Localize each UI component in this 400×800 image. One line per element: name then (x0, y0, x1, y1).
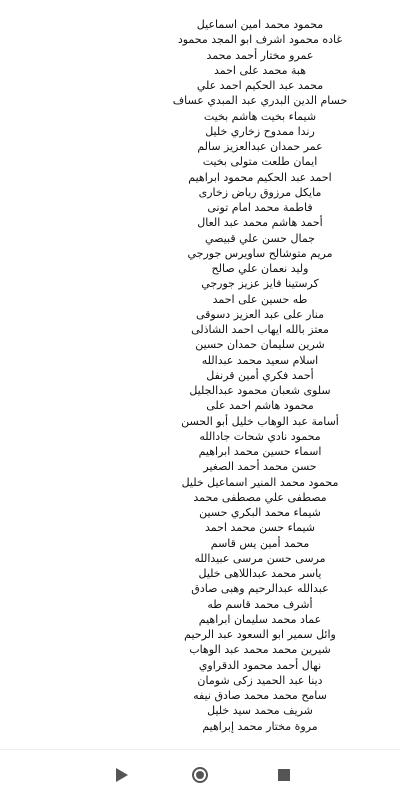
play-triangle-icon (116, 768, 128, 782)
list-item: أسامة عبد الوهاب خليل أبو الحسن (181, 414, 339, 428)
list-item: أحمد هاشم محمد عبد العال (197, 216, 323, 230)
list-item: حسن محمد أحمد الصغير (203, 460, 317, 474)
list-item: احمد عبد الحكيم محمود ابراهيم (188, 170, 332, 184)
list-item: محمد عبد الحكيم احمد علي (196, 79, 324, 92)
list-item: سلوى شعبان محمود عبدالجليل (189, 384, 331, 397)
list-item: ياسر محمد عبداللاهى خليل (198, 567, 322, 580)
list-item: عمرو مختار أحمد محمد (206, 48, 314, 62)
list-item: وليد نعمان علي صالح (211, 262, 309, 275)
list-item: عبدالله عبدالرحيم وهبى صادق (191, 582, 329, 596)
list-item: حسام الدين البدري عبد المبدي عساف (172, 94, 348, 108)
list-item: وائل سمير ابو السعود عبد الرحيم (184, 628, 336, 641)
list-item: سامح محمد محمد صادق نيفه (193, 689, 327, 702)
list-item: جمال حسن علي قبيصي (205, 231, 315, 245)
list-item: محمود محمد امين اسماعيل (196, 18, 324, 31)
square-stop-icon (278, 769, 290, 781)
list-item: طه حسين على احمد (212, 292, 308, 306)
list-item: مايكل مرزوق رياض زخارى (198, 185, 322, 199)
list-item: شرين سليمان حمدان حسين (195, 338, 325, 352)
list-item: ايمان طلعت متولى بخيت (202, 155, 318, 169)
home-button[interactable] (186, 761, 214, 789)
back-button[interactable] (106, 761, 134, 789)
list-item: اسماء حسين محمد ابراهيم (198, 445, 322, 458)
list-item: شيماء محمد البكري حسين (199, 506, 321, 519)
list-item: عمر حمدان عبدالعزيز سالم (197, 140, 323, 153)
list-item: شيماء بخيت هاشم بخيت (203, 109, 317, 123)
list-item: رندا ممدوح زخاري خليل (205, 124, 315, 138)
list-item: محمد أمين يس قاسم (210, 536, 310, 550)
system-navigation-bar (0, 749, 400, 800)
list-item: غاده محمود اشرف ابو المجد محمود (177, 33, 343, 47)
list-item: مصطفى علي مصطفى محمد (193, 490, 327, 504)
list-item: شيماء حسن محمد احمد (204, 521, 315, 535)
recents-button[interactable] (270, 761, 298, 789)
list-item: شيرين محمد محمد عبد الوهاب (189, 643, 331, 657)
list-item: مريم متوشالح ساويرس جورجي (187, 246, 333, 260)
list-item: مروة مختار محمد إبراهيم (202, 719, 318, 733)
list-item: أحمد فكري أمين قرنفل (206, 368, 314, 382)
list-item: عماد محمد سليمان ابراهيم (198, 612, 322, 626)
list-item: محمود محمد المنير اسماعيل خليل (181, 475, 339, 489)
list-item: مرسى حسن مرسى عبيدالله (194, 551, 326, 565)
list-item: محمود هاشم احمد على (206, 399, 314, 413)
list-item: أشرف محمد قاسم طه (207, 597, 313, 611)
list-item: شريف محمد سيد خليل (207, 704, 313, 718)
list-item: دينا عبد الحميد زكى شومان (197, 673, 323, 687)
list-item: كرستينا فايز عزيز جورجي (201, 277, 319, 291)
list-item: منار على عبد العزيز دسوقى (195, 307, 325, 321)
list-item: محمود نادي شحات جادالله (199, 429, 321, 443)
list-item: نهال أحمد محمود الدقراوي (198, 658, 322, 672)
list-item: فاطمة محمد امام تونى (207, 201, 313, 214)
names-list (140, 17, 380, 734)
list-item: اسلام سعيد محمد عبدالله (201, 353, 319, 367)
home-circle-icon (192, 767, 208, 783)
list-item: معتز بالله ايهاب احمد الشاذلى (191, 323, 329, 336)
list-item: هبة محمد على احمد (214, 63, 306, 77)
